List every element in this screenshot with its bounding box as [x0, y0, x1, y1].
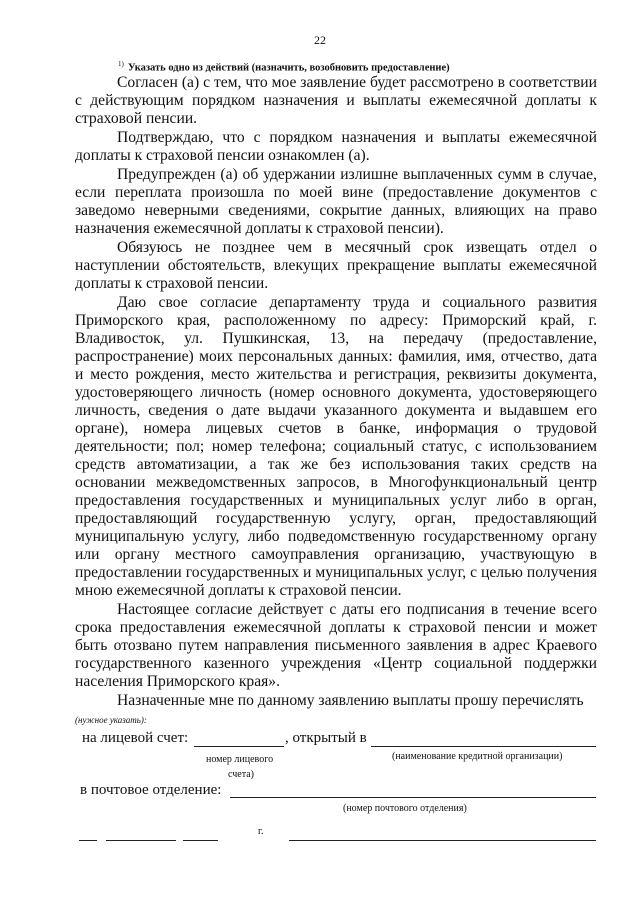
paragraph-consent-validity: Настоящее согласие действует с даты его подписания в течение всего срока предоставления ежемесячной доплаты к страховой пенсии и может быть отозвано путем направления письменного заявления в адрес Краевого государственного казенного учреждения «Центр социальной поддержки населения Приморского края». [75, 601, 597, 690]
paragraph-acknowledged: Подтверждаю, что с порядком назначения и выплаты ежемесячной доплаты к страховой пенсии ознакомлен (а). [75, 129, 597, 164]
date-day-field[interactable] [79, 840, 97, 841]
bank-caption: (наименование кредитной организации) [392, 751, 563, 762]
bank-name-field[interactable] [371, 746, 596, 747]
footnote [118, 60, 450, 74]
paragraph-personal-data-consent: Даю свое согласие департаменту труда и социального развития Приморского края, расположенному по адресу: Приморский край, г. Владивосток, ул. Пушкинская, 13, на передачу (предоставление, распространение) моих персональных данных: фамилия, имя, отчество, дата и место рождения, место жительства и регистрация, реквизиты документа, удостоверяющего личность (номер основного документа, удостоверяющего личность, сведения о дате выдачи указанного документа и выдавшем его органе), номера лицевых счетов в банке, информация о трудовой деятельности; пол; номер телефона; социальный статус, с использованием средств автоматизации, а так же без использования таких средств на основании межведомственных запросов, в Многофункциональный центр предоставления государственных и муниципальных услуг либо в орган, предоставляющий государственную услугу, орган, предоставляющий муниципальную услугу, либо подведомственную государственному органу или органу местного самоуправления организацию, участвующую в предоставлении государственных и муниципальных услуг, с целью получения мною ежемесячной доплаты к страховой пенсии. [75, 294, 597, 599]
opened-in-label: , открытый в [285, 730, 367, 746]
paragraph-consent-review: Согласен (а) с тем, что мое заявление будет рассмотрено в соответствии с действующим порядком назначения и выплаты ежемесячной доплаты к страховой пенсии. [75, 74, 597, 127]
account-caption-line1: номер лицевого [206, 754, 274, 765]
page-number: 22 [314, 33, 326, 47]
signature-field[interactable] [289, 840, 596, 841]
account-label: на лицевой счет: [82, 730, 189, 746]
note-specify: (нужное указать): [75, 715, 147, 725]
post-office-field[interactable] [230, 797, 596, 798]
body-text [75, 74, 597, 729]
post-caption: (номер почтового отделения) [343, 803, 467, 814]
paragraph-payment-transfer: Назначенные мне по данному заявлению выплаты прошу перечислять [117, 692, 584, 709]
footnote-marker: 1) [118, 60, 124, 68]
account-number-field[interactable] [194, 746, 284, 747]
footnote-text: Указать одно из действий (назначить, возобновить предоставление) [127, 62, 450, 74]
date-year-field[interactable] [183, 840, 218, 841]
date-month-field[interactable] [106, 840, 176, 841]
paragraph-warned-overpayment: Предупрежден (а) об удержании излишне выплаченных сумм в случае, если переплата произошла по моей вине (предоставление документов с заведомо неверными сведениями, сокрытие данных, влияющих на право назначения ежемесячной доплаты к страховой пенсии). [75, 166, 597, 237]
post-label: в почтовое отделение: [80, 782, 222, 798]
paragraph-obligation-notify: Обязуюсь не позднее чем в месячный срок извещать отдел о наступлении обстоятельств, влекущих прекращение выплаты ежемесячной доплаты к страховой пенсии. [75, 239, 597, 292]
year-suffix: г. [258, 826, 264, 837]
account-caption-line2: счета) [228, 769, 254, 780]
